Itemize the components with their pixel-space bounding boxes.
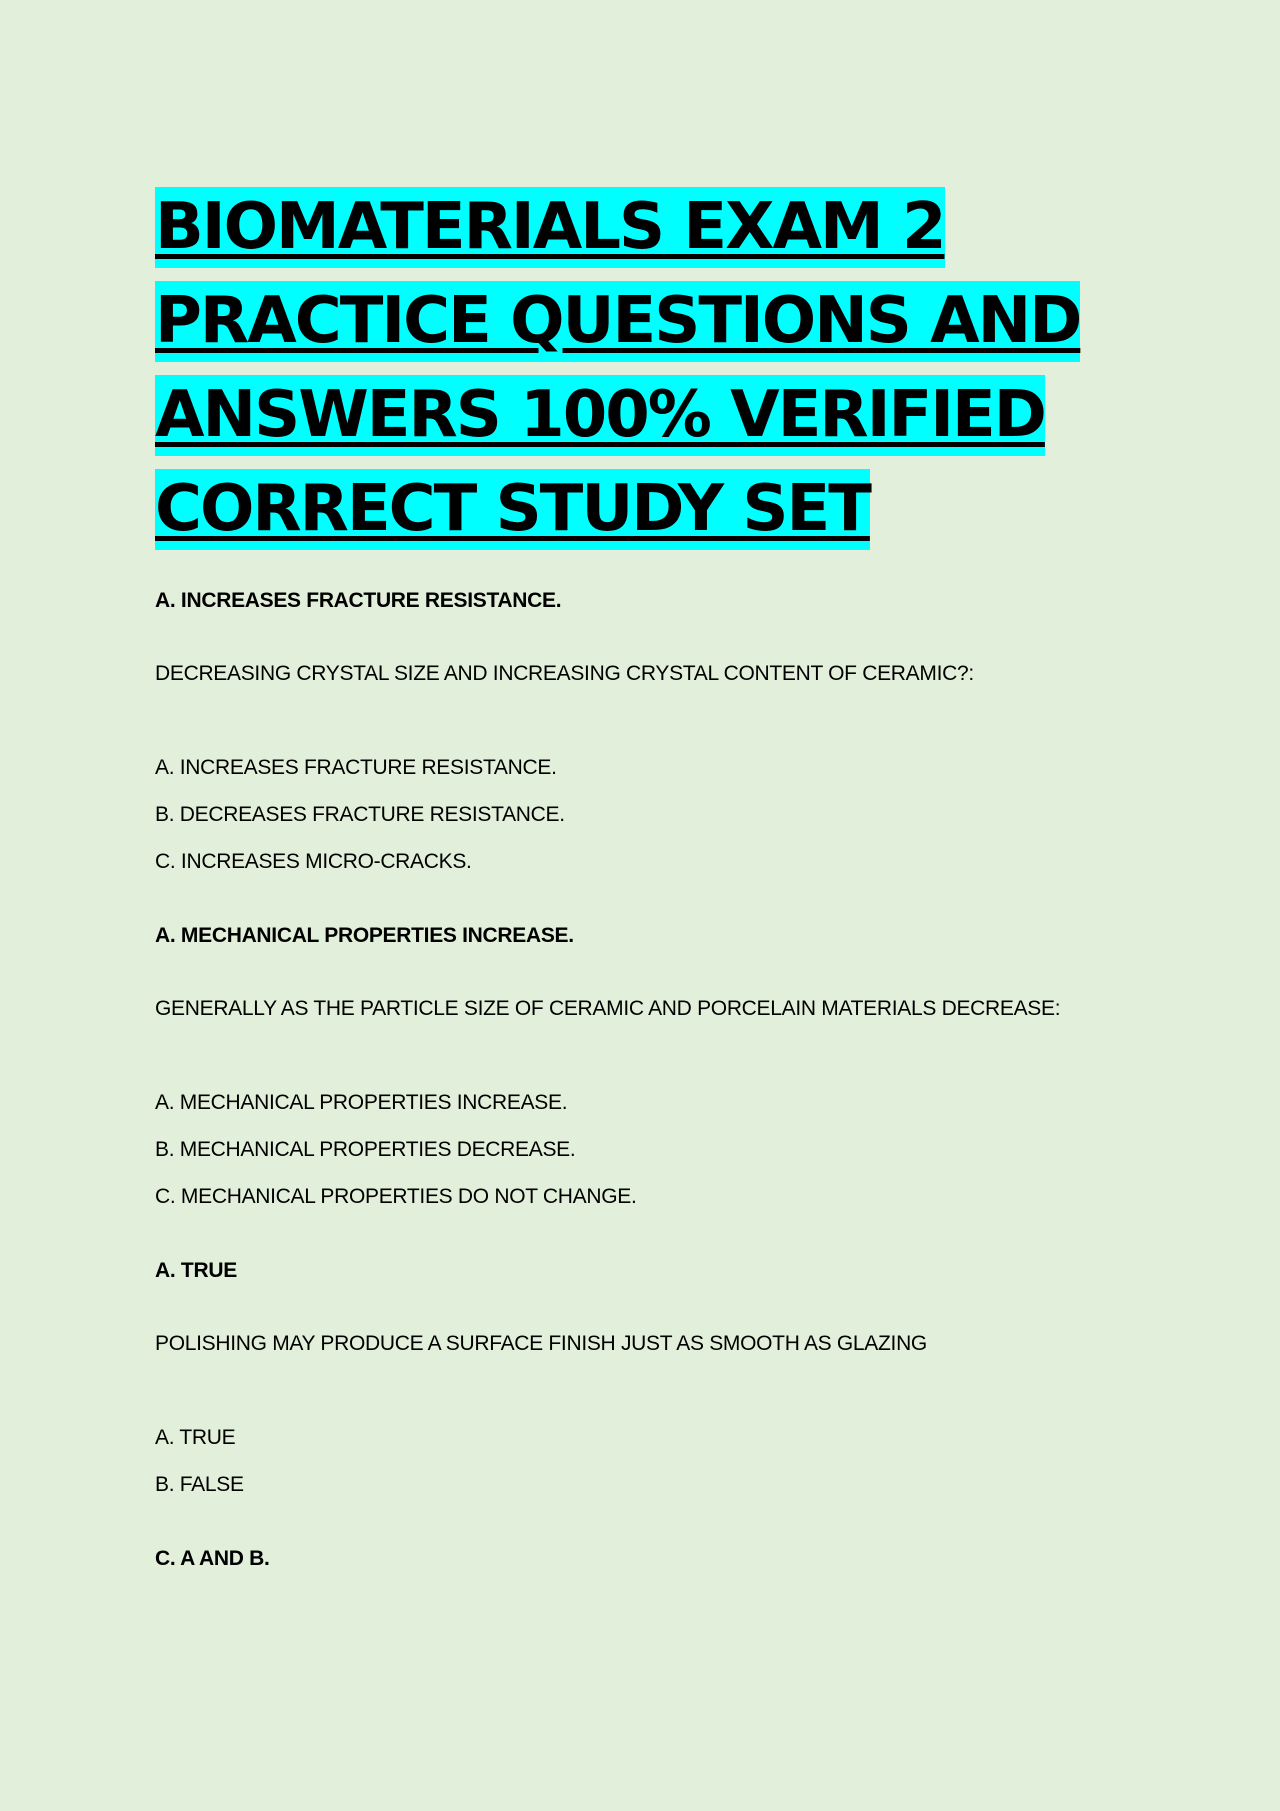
q2-option-b: B. MECHANICAL PROPERTIES DECREASE. [155, 1138, 576, 1161]
q3-answer: A. TRUE [155, 1259, 237, 1282]
q3-option-b: B. FALSE [155, 1473, 244, 1496]
q1-option-c: C. INCREASES MICRO-CRACKS. [155, 850, 472, 873]
q1-option-b: B. DECREASES FRACTURE RESISTANCE. [155, 803, 565, 826]
title-line: ANSWERS 100% VERIFIED [155, 368, 1155, 462]
q4-answer: C. A AND B. [155, 1547, 270, 1570]
q2-answer: A. MECHANICAL PROPERTIES INCREASE. [155, 924, 574, 947]
q2-option-c: C. MECHANICAL PROPERTIES DO NOT CHANGE. [155, 1185, 637, 1208]
q1-answer: A. INCREASES FRACTURE RESISTANCE. [155, 589, 562, 612]
title-line: CORRECT STUDY SET [155, 462, 1155, 556]
q3-question: POLISHING MAY PRODUCE A SURFACE FINISH JUST AS SMOOTH AS GLAZING [155, 1332, 927, 1355]
q2-option-a: A. MECHANICAL PROPERTIES INCREASE. [155, 1091, 568, 1114]
q1-question: DECREASING CRYSTAL SIZE AND INCREASING CRYSTAL CONTENT OF CERAMIC?: [155, 662, 974, 685]
q1-option-a: A. INCREASES FRACTURE RESISTANCE. [155, 756, 557, 779]
document-title [155, 180, 1155, 556]
title-line: BIOMATERIALS EXAM 2 [155, 180, 1155, 274]
q3-option-a: A. TRUE [155, 1426, 236, 1449]
q2-question: GENERALLY AS THE PARTICLE SIZE OF CERAMIC AND PORCELAIN MATERIALS DECREASE: [155, 997, 1061, 1020]
title-line: PRACTICE QUESTIONS AND [155, 274, 1155, 368]
